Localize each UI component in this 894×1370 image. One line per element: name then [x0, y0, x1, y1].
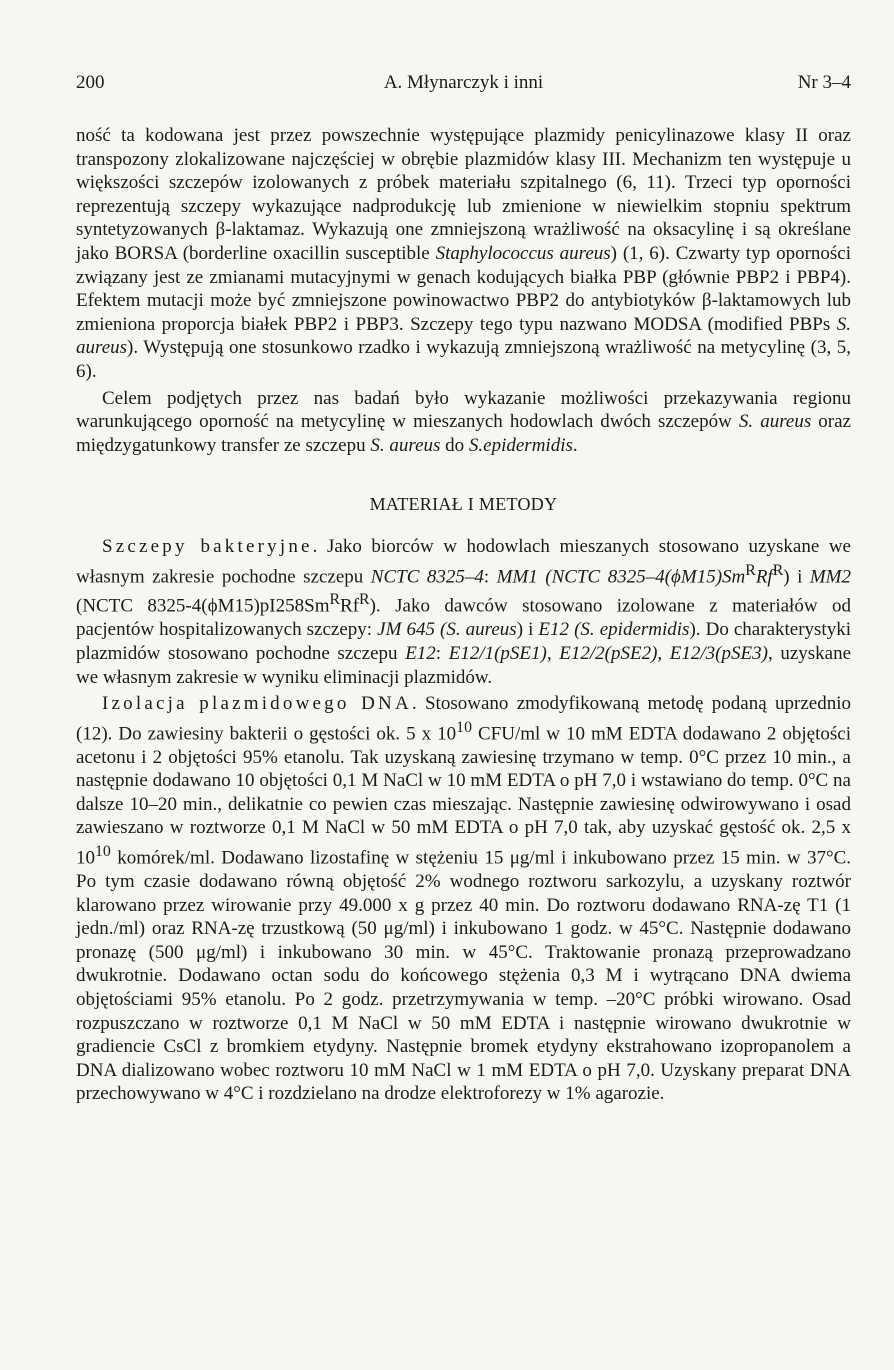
article-body [76, 124, 851, 1106]
text-run: ). Występują one stosunkowo rzadko i wykazują zmniejszoną wrażliwość na metycylinę (3, 5, 6). [76, 337, 851, 382]
italic-run: Rf [755, 565, 773, 587]
italic-run: NCTC 8325–4 [370, 565, 484, 587]
spaced-lead: Szczepy bakteryjne [102, 535, 313, 557]
italic-run: Staphylococcus aureus [435, 242, 611, 264]
text-run: (NCTC 8325-4(ϕM15)pI258Sm [76, 595, 330, 617]
italic-run: MM2 [809, 565, 852, 587]
italic-run: E12 [538, 619, 570, 641]
text-run: , uzyskane we własnym zakresie w wyniku eliminacji plazmidów. [76, 642, 852, 688]
spaced-lead: Izolacja plazmidowego DNA [102, 693, 412, 715]
italic-run: S. aureus [738, 411, 812, 433]
italic-run: (S. epidermidis [569, 619, 690, 641]
text-run: ). Jako dawców stosowano izolowane z materiałów od pacjentów hospitalizowanych szczepy: [76, 595, 851, 641]
running-title: A. Młynarczyk i inni [383, 72, 544, 93]
text-run: . Jako biorców w hodowlach mieszanych stosowano uzyskane we własnym zakresie pochodne szczepu [76, 535, 851, 587]
text-run: : [483, 565, 497, 587]
text-run: ność ta kodowana jest przez powszechnie występujące plazmidy penicylinazowe klasy II oraz transpozony zlokalizowane najczęściej w obrębie plazmidów klasy III. Mechanizm ten występuje u większości szczepów izolowanych z próbek materiału szpitalnego (6, 11). Trzeci typ oporności reprezentują szczepy wykazujące nadprodukcję lub zmienione w niewielkim stopniu spektrum syntetyzowanych β-laktamaz. Wykazują one zmniejszoną wrażliwość na oksacylinę i są określane jako BORSA (borderline oxacillin susceptible [76, 125, 851, 264]
superscript: R [329, 591, 341, 609]
paragraph-3 [76, 535, 851, 689]
italic-run: E12 [405, 642, 436, 664]
italic-run: JM 645 [377, 619, 435, 641]
superscript: 10 [95, 843, 111, 861]
page-number: 200 [76, 72, 105, 93]
text-run: . Stosowano zmodyfikowaną metodę podaną uprzednio (12). Do zawiesiny bakterii o gęstości ok. 5 x 10 [76, 693, 852, 745]
text-run: ) i [783, 565, 810, 587]
text-run: ). Do charakterystyki plazmidów stosowano pochodne szczepu [76, 619, 851, 664]
italic-run: MM1 [496, 565, 538, 587]
text-run: ) i [516, 619, 539, 641]
issue-number: Nr 3–4 [797, 72, 851, 93]
text-run: : [435, 642, 449, 664]
superscript: R [772, 561, 784, 579]
text-run: ) (1, 6). Czwarty typ oporności związany jest ze zmianami mutacyjnymi w genach kodujących białka PBP (głównie PBP2 i PBP4). Efektem mutacji może być zmniejszone powinowactwo PBP2 do antybiotyków β-laktamowych lub zmieniona proporcja białek PBP2 i PBP3. Szczepy tego typu nazwano MODSA (modified PBPs [76, 242, 851, 335]
paragraph-2 [76, 387, 851, 458]
italic-run: S. aureus [370, 434, 441, 456]
italic-run: (S. aureus [434, 619, 517, 641]
section-heading: MATERIAŁ I METODY [369, 494, 558, 515]
superscript: R [745, 561, 756, 579]
italic-run: E12/1(pSE1), E12/2(pSE2), E12/3(pSE3) [448, 642, 768, 664]
text-run: oraz międzygatunkowy transfer ze szczepu [76, 411, 851, 456]
text-run: komórek/ml. Dodawano lizostafinę w stężeniu 15 μg/ml i inkubowano przez 15 min. w 37°C. Po tym czasie dodawano równą objętość 2% wodnego roztworu sarkozylu, a uzyskany roztwór klarowano przez wirowanie przy 49.000 x g przez 40 min. Do roztworu dodawano RNA-zę T1 (1 jedn./ml) oraz RNA-zę trzustkową (50 μg/ml) i inkubowano 1 godz. w 45°C. Następnie dodawano pronazę (500 μg/ml) i inkubowano 30 min. w 45°C. Traktowanie pronazą przeprowadzano dwukrotnie. Dodawano octan sodu do końcowego stężenia 0,3 M i wytrącano DNA dwiema objętościami 95% etanolu. Po 2 godz. przetrzymywania w temp. –20°C próbki wirowano. Osad rozpuszczano w roztworze 0,1 M NaCl w 50 mM EDTA i następnie wirowano dwukrotnie w gradiencie CsCl z bromkiem etydyny. Następnie bromek etydyny ekstrahowano izopropanolem a DNA dializowano wobec roztworu 10 mM NaCl w 1 mM EDTA o pH 7,0. Uzyskany preparat DNA przechowywano w 4°C i rozdzielano na drodze elektroforezy w 1% agarozie. [76, 847, 851, 1105]
superscript: R [359, 591, 370, 609]
italic-run: S.epidermidis [468, 434, 573, 456]
italic-run: S. aureus [76, 313, 851, 359]
paragraph-1 [76, 124, 851, 384]
text-run: CFU/ml w 10 mM EDTA dodawano 2 objętości acetonu i 2 objętości 95% etanolu. Tak uzyskaną zawiesinę trzymano w temp. 0°C przez 10 min., a następnie dodawano 10 objętości 0,1 M NaCl w 10 mM EDTA o pH 7,0 i wstawiano do temp. 0°C na dalsze 10–20 min., delikatnie co pewien czas mieszając. Następnie zawiesinę odwirowywano i osad zawieszano w roztworze 0,1 M NaCl w 50 mM EDTA o pH 7,0 tak, aby uzyskać gęstość ok. 2,5 x 10 [76, 723, 851, 869]
superscript: 10 [456, 718, 472, 736]
text-run: Celem podjętych przez nas badań było wykazanie możliwości przekazywania regionu warunkującego oporność na metycylinę w mieszanych hodowlach dwóch szczepów [76, 387, 851, 433]
text-run: Rf [340, 595, 360, 617]
italic-run: (NCTC 8325–4(ϕM15)Sm [537, 565, 746, 587]
text-run: . [572, 434, 578, 456]
running-header [76, 72, 851, 98]
paragraph-4 [76, 692, 851, 1106]
text-run: do [440, 434, 469, 456]
